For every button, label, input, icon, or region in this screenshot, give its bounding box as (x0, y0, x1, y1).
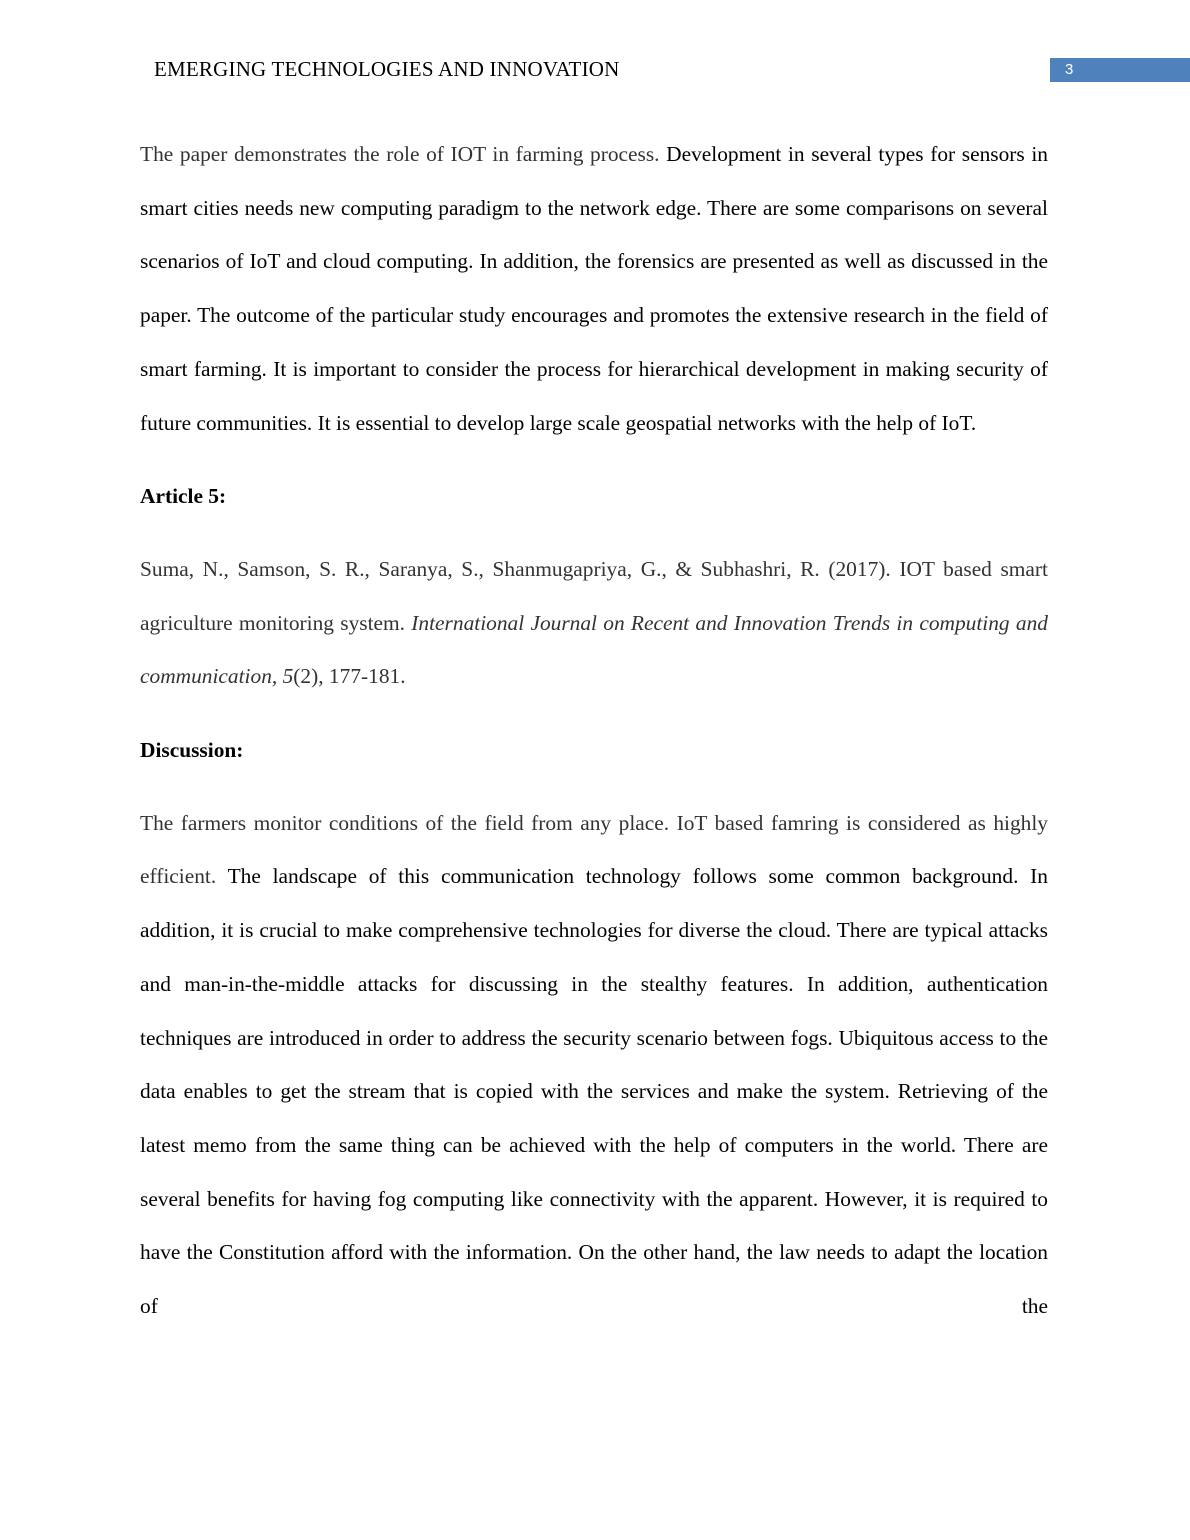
paragraph-summary (140, 128, 1048, 450)
paragraph-summary-rest: Development in several types for sensors in smart cities needs new computing paradigm to the network edge. There are some comparisons on several scenarios of IoT and cloud computing. In addition, the forensics are presented as well as discussed in the paper. The outcome of the particular study encourages and promotes the extensive research in the field of smart farming. It is important to consider the process for hierarchical development in making security of future communities. It is essential to develop large scale geospatial networks with the help of IoT. (140, 142, 1049, 435)
paragraph-discussion (140, 797, 1048, 1334)
document-body (140, 128, 1048, 1334)
spacer (140, 450, 1048, 470)
discussion-heading: Discussion: (140, 737, 244, 762)
citation-reference (140, 543, 1048, 704)
spacer (140, 777, 1048, 797)
paragraph-discussion-rest: The landscape of this communication technology follows some common background. In addition, it is crucial to make comprehensive technologies for diverse the cloud. There are typical attacks and man-in-the-middle attacks for discussing in the stealthy features. In addition, authentication techniques are introduced in order to address the security scenario between fogs. Ubiquitous access to the data enables to get the stream that is copied with the services and make the system. Retrieving of the latest memo from the same thing can be achieved with the help of computers in the world. There are several benefits for having fog computing like connectivity with the apparent. However, it is required to have the Constitution afford with the information. On the other hand, the law needs to adapt the location of the (140, 864, 1048, 1319)
running-header-title: EMERGING TECHNOLOGIES AND INNOVATION (154, 57, 620, 81)
spacer (140, 704, 1048, 724)
citation-separator: , (271, 664, 283, 689)
citation-issue-pages: (2), 177-181. (293, 664, 406, 689)
citation-volume: 5 (282, 664, 294, 689)
citation-journal: International Journal on Recent and Innovation Trends in computing and communication (140, 610, 1048, 689)
article-heading: Article 5: (140, 483, 227, 508)
page-number-badge: 3 (1050, 58, 1190, 82)
spacer (140, 523, 1048, 543)
citation-authors-title: Suma, N., Samson, S. R., Saranya, S., Shanmugapriya, G., & Subhashri, R. (2017). IOT based smart agriculture monitoring system. (140, 556, 1048, 635)
paragraph-summary-lead: The paper demonstrates the role of IOT in farming process. (140, 142, 660, 166)
paragraph-discussion-lead: The farmers monitor conditions of the field from any place. IoT based famring is considered as highly efficient. (140, 810, 1048, 889)
